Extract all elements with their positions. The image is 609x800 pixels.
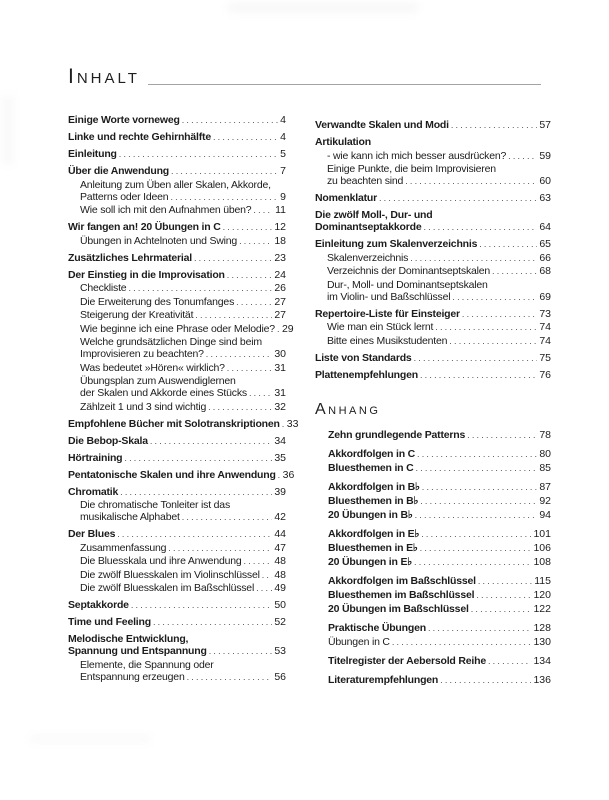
toc-entry: [68, 659, 286, 683]
toc-entry-page: 23: [274, 251, 286, 264]
toc-entry-label: Bluesthemen in B♭: [328, 494, 419, 507]
toc-entry-page: 66: [539, 251, 551, 264]
toc-entry: [68, 179, 286, 203]
dot-leader: [171, 166, 278, 176]
dot-leader: [479, 239, 537, 249]
toc-entry: [315, 136, 551, 148]
dot-leader: [392, 637, 532, 647]
dot-leader: [249, 388, 272, 398]
toc-entry-page: 101: [533, 527, 551, 540]
toc-entry-page: 44: [274, 528, 286, 540]
toc-entry-page: 76: [539, 368, 551, 381]
toc-entry-page: 122: [533, 602, 551, 615]
dot-leader: [282, 419, 285, 429]
toc-entry-label: Dominantseptakkorde: [315, 221, 422, 233]
toc-entry-label: Zusammenfassung: [80, 541, 167, 554]
toc-entry-label: Die Bluesskala und ihre Anwendung: [80, 555, 242, 567]
toc-entry: [328, 495, 551, 507]
toc-entry-page: 18: [274, 234, 286, 247]
toc-entry-page: 34: [274, 434, 286, 447]
dot-leader: [415, 510, 538, 520]
toc-entry-page: 94: [539, 508, 551, 521]
toc-entry-page: 47: [274, 541, 286, 554]
toc-entry-page: 50: [274, 599, 286, 611]
toc-entry: [328, 589, 551, 601]
toc-entry-page: 7: [280, 165, 286, 177]
toc-entry-label: Zehn grundlegende Patterns: [328, 428, 466, 441]
toc-entry-label: Bluesthemen in C: [328, 461, 414, 474]
toc-page: [68, 66, 551, 686]
dot-leader: [244, 556, 273, 566]
toc-entry: [315, 252, 551, 264]
toc-entry: [68, 252, 286, 264]
toc-entry-page: 73: [539, 307, 551, 320]
toc-entry-label: Akkordfolgen in B♭: [328, 480, 420, 493]
toc-entry: [68, 616, 286, 628]
toc-entry-page: 36: [282, 468, 295, 481]
toc-entry-label: Skalenverzeichnis: [327, 251, 409, 264]
dot-leader: [131, 600, 272, 610]
toc-entry-label: Anleitung zum Üben aller Skalen, Akkorde,: [80, 178, 271, 191]
toc-entry: [328, 509, 551, 521]
toc-entry-page: 27: [274, 309, 286, 321]
dot-leader: [119, 149, 278, 159]
dot-leader: [206, 349, 273, 359]
toc-entry-label: Titelregister der Aebersold Reihe: [328, 654, 486, 667]
toc-entry-page: 128: [533, 621, 551, 634]
title-rule: [148, 84, 541, 85]
toc-entry: [68, 114, 286, 126]
dot-leader: [449, 336, 537, 346]
toc-entry-label: Elemente, die Spannung oder: [80, 658, 214, 671]
dot-leader: [462, 309, 537, 319]
toc-entry: [328, 556, 551, 568]
toc-entry-label: Verwandte Skalen und Modi: [315, 119, 449, 131]
toc-entry-label: Plattenempfehlungen: [315, 368, 418, 381]
toc-entry-page: 92: [539, 494, 551, 507]
toc-entry-label: musikalische Alphabet: [80, 511, 180, 523]
toc-columns: [68, 114, 551, 686]
toc-entry-label: Bitte eines Musikstudenten: [327, 334, 448, 347]
toc-entry-label: Zählzeit 1 und 3 sind wichtig: [80, 400, 207, 413]
toc-entry-page: 57: [539, 119, 551, 131]
dot-leader: [227, 270, 273, 280]
toc-entry-label: Praktische Übungen: [328, 621, 426, 634]
toc-entry-page: 74: [539, 334, 551, 347]
dot-leader: [227, 363, 273, 373]
dot-leader: [223, 222, 273, 232]
toc-entry-label: Liste von Standards: [315, 351, 412, 364]
toc-entry-page: 4: [280, 131, 286, 143]
toc-entry: [328, 462, 551, 474]
toc-entry: [328, 622, 551, 634]
toc-entry: [315, 308, 551, 320]
toc-entry-page: 68: [539, 265, 551, 277]
toc-entry-label: Wie beginne ich eine Phrase oder Melodie?: [80, 322, 275, 335]
toc-entry-label: Nomenklatur: [315, 192, 377, 204]
toc-entry: [68, 336, 286, 360]
toc-entry: [68, 148, 286, 160]
toc-entry-label: Literaturempfehlungen: [328, 673, 439, 686]
toc-entry: [315, 369, 551, 381]
toc-entry-label: Die Erweiterung des Tonumfanges: [80, 295, 235, 308]
toc-entry-label: 20 Übungen im Baßschlüssel: [328, 602, 469, 615]
toc-entry-label: Spannung und Entspannung: [68, 645, 207, 657]
toc-entry-label: Die chromatische Tonleiter ist das: [80, 499, 230, 511]
dot-leader: [488, 656, 532, 666]
dot-leader: [213, 132, 278, 142]
toc-entry: [68, 401, 286, 413]
dot-leader: [195, 310, 272, 320]
toc-entry: [68, 542, 286, 554]
toc-entry: [68, 375, 286, 399]
toc-entry: [315, 163, 551, 187]
dot-leader: [478, 576, 532, 586]
toc-entry-page: 108: [533, 555, 551, 568]
toc-entry: [68, 468, 295, 481]
dot-leader: [182, 512, 273, 522]
toc-entry-page: 12: [274, 221, 286, 233]
dot-leader: [150, 436, 272, 446]
toc-entry-label: der Skalen und Akkorde eines Stücks: [80, 387, 247, 399]
toc-entry: [68, 633, 286, 657]
dot-leader: [420, 370, 537, 380]
toc-entry-label: Der Einstieg in die Improvisation: [68, 268, 225, 281]
toc-entry-page: 60: [539, 175, 551, 187]
toc-entry: [68, 528, 286, 540]
toc-entry-label: Pentatonische Skalen und ihre Anwendung: [68, 468, 276, 481]
toc-entry: [68, 499, 286, 523]
toc-entry: [315, 209, 551, 233]
toc-entry-label: Welche grundsätzlichen Dinge sind beim: [80, 336, 262, 348]
toc-entry: [68, 131, 286, 143]
toc-entry-label: Dur-, Moll- und Dominantseptskalen: [327, 278, 488, 291]
toc-entry-page: 75: [539, 351, 551, 364]
toc-entry-page: 24: [274, 268, 286, 281]
dot-leader: [414, 353, 538, 363]
toc-entry: [68, 322, 294, 335]
toc-entry-label: Die zwölf Moll-, Dur- und: [315, 209, 433, 221]
toc-entry-label: Der Blues: [68, 528, 116, 540]
dot-leader: [153, 617, 272, 627]
toc-entry: [315, 238, 551, 250]
toc-entry-page: 48: [274, 555, 286, 567]
toc-entry: [68, 204, 286, 216]
toc-entry-page: 87: [539, 480, 551, 493]
toc-entry: [328, 575, 551, 587]
toc-entry-label: Linke und rechte Gehirnhälfte: [68, 131, 211, 143]
toc-entry-label: Hörtraining: [68, 451, 123, 464]
toc-entry-label: Über die Anwendung: [68, 165, 170, 177]
toc-entry: [315, 150, 551, 162]
toc-entry-page: 26: [274, 282, 286, 294]
toc-entry: [315, 119, 551, 131]
toc-entry: [315, 192, 551, 204]
toc-entry: [68, 362, 286, 374]
toc-entry-label: Patterns oder Ideen: [80, 190, 169, 203]
toc-entry-label: Wie man ein Stück lernt: [327, 321, 434, 333]
toc-entry-label: Repertoire-Liste für Einsteiger: [315, 307, 460, 320]
dot-leader: [423, 222, 537, 232]
toc-entry-page: 63: [539, 192, 551, 204]
toc-entry: [68, 452, 286, 464]
scan-artifact: [30, 735, 150, 743]
toc-entry-page: 4: [280, 114, 286, 126]
right-column: [315, 114, 551, 686]
dot-leader: [452, 292, 537, 302]
toc-entry: [328, 603, 551, 615]
dot-leader: [209, 646, 273, 656]
toc-entry: [328, 528, 551, 540]
toc-entry-label: Die zwölf Bluesskalen im Baßschlüssel: [80, 582, 255, 594]
dot-leader: [435, 322, 537, 332]
toc-entry-page: 31: [274, 387, 286, 399]
dot-leader: [476, 590, 531, 600]
toc-entry-label: Bluesthemen in E♭: [328, 541, 418, 554]
toc-entry-label: Übungen in Achtelnoten und Swing: [80, 234, 238, 247]
dot-leader: [194, 253, 272, 263]
toc-entry-label: im Violin- und Baßschlüssel: [327, 290, 451, 303]
toc-entry-page: 29: [281, 322, 294, 335]
toc-entry-label: Übungen in C: [328, 635, 390, 648]
dot-leader: [492, 266, 537, 276]
scan-artifact: [2, 95, 14, 165]
toc-entry: [315, 335, 551, 347]
dot-leader: [253, 205, 273, 215]
dot-leader: [277, 324, 280, 334]
toc-entry: [68, 282, 286, 294]
toc-entry-page: 27: [274, 295, 286, 308]
toc-entry: [68, 235, 286, 247]
toc-entry-page: 30: [274, 348, 286, 360]
dot-leader: [417, 449, 537, 459]
anhang-section: [315, 429, 551, 686]
dot-leader: [420, 543, 532, 553]
dot-leader: [471, 604, 532, 614]
dot-leader: [262, 570, 273, 580]
toc-entry-page: 85: [539, 461, 551, 474]
dot-leader: [256, 583, 272, 593]
dot-leader: [236, 297, 272, 307]
toc-entry: [68, 599, 286, 611]
toc-entry: [68, 221, 286, 233]
toc-entry: [328, 448, 551, 460]
dot-leader: [379, 193, 537, 203]
toc-entry-label: 20 Übungen in E♭: [328, 555, 413, 568]
toc-entry-page: 9: [280, 190, 286, 203]
dot-leader: [168, 543, 272, 553]
toc-entry-page: 32: [274, 400, 286, 413]
toc-entry-page: 33: [286, 417, 299, 430]
toc-entry-page: 35: [274, 451, 286, 464]
dot-leader: [182, 115, 278, 125]
page-title: Inhalt: [68, 65, 140, 88]
toc-entry-label: Melodische Entwicklung,: [68, 633, 189, 645]
toc-entry-label: Was bedeutet »Hören« wirklich?: [80, 361, 225, 374]
toc-entry-page: 64: [539, 221, 551, 233]
toc-entry-label: Einige Punkte, die beim Improvisieren: [327, 163, 496, 175]
left-column: [68, 114, 299, 686]
toc-entry-label: 20 Übungen in B♭: [328, 508, 413, 521]
toc-entry-label: Einleitung zum Skalenverzeichnis: [315, 238, 478, 250]
toc-entry-label: Wir fangen an! 20 Übungen in C: [68, 221, 221, 233]
toc-entry-page: 78: [539, 428, 551, 441]
toc-entry-page: 53: [274, 645, 286, 657]
toc-entry-label: Die Bebop-Skala: [68, 434, 148, 447]
scan-artifact: [228, 3, 418, 12]
toc-entry: [328, 655, 551, 667]
toc-entry-page: 115: [534, 574, 551, 587]
dot-leader: [415, 463, 537, 473]
toc-entry-page: 69: [539, 290, 551, 303]
toc-entry-label: Verzeichnis der Dominantseptskalen: [327, 265, 491, 277]
toc-entry-label: Einleitung: [68, 148, 117, 160]
toc-entry-label: Steigerung der Kreativität: [80, 309, 194, 321]
toc-entry: [315, 321, 551, 333]
toc-entry-label: Chromatik: [68, 485, 119, 498]
dot-leader: [128, 283, 272, 293]
toc-entry-label: Übungsplan zum Auswendiglernen: [80, 375, 236, 387]
toc-entry-page: 42: [274, 511, 286, 523]
toc-entry-page: 80: [539, 447, 551, 460]
toc-entry: [315, 265, 551, 277]
toc-entry-label: Improvisieren zu beachten?: [80, 348, 204, 360]
dot-leader: [278, 470, 281, 480]
right-column-main: [315, 119, 551, 381]
dot-leader: [421, 529, 531, 539]
toc-entry-label: Time und Feeling: [68, 616, 151, 628]
toc-entry-label: Akkordfolgen in E♭: [328, 527, 420, 540]
toc-entry-label: - wie kann ich mich besser ausdrücken?: [327, 149, 507, 162]
toc-entry: [68, 486, 286, 498]
toc-entry-page: 130: [533, 635, 551, 648]
dot-leader: [405, 176, 537, 186]
dot-leader: [124, 453, 272, 463]
toc-entry-label: Akkordfolgen im Baßschlüssel: [328, 574, 476, 587]
toc-entry-label: Die zwölf Bluesskalen im Violinschlüssel: [80, 568, 260, 581]
toc-entry: [328, 481, 551, 493]
toc-entry-page: 74: [539, 321, 551, 333]
toc-entry-page: 136: [533, 673, 551, 686]
toc-entry-page: 120: [533, 588, 551, 601]
page-header: [68, 66, 551, 87]
toc-entry: [328, 674, 551, 686]
dot-leader: [208, 402, 272, 412]
toc-entry: [68, 296, 286, 308]
toc-entry: [68, 309, 286, 321]
dot-leader: [451, 120, 537, 130]
toc-entry: [68, 165, 286, 177]
toc-entry-label: Akkordfolgen in C: [328, 447, 416, 460]
toc-entry-label: zu beachten sind: [327, 175, 404, 187]
dot-leader: [422, 482, 538, 492]
toc-entry-label: Septakkorde: [68, 599, 129, 611]
toc-entry-label: Einige Worte vorneweg: [68, 114, 180, 126]
dot-leader: [117, 529, 272, 539]
toc-entry-page: 11: [275, 204, 286, 216]
toc-entry-page: 106: [533, 541, 551, 554]
dot-leader: [120, 487, 272, 497]
toc-entry: [68, 569, 286, 581]
toc-entry-page: 5: [280, 148, 286, 160]
dot-leader: [239, 236, 272, 246]
toc-entry-label: Bluesthemen im Baßschlüssel: [328, 588, 475, 601]
dot-leader: [187, 672, 273, 682]
toc-entry-page: 48: [274, 568, 286, 581]
dot-leader: [428, 623, 532, 633]
toc-entry: [315, 279, 551, 303]
toc-entry: [315, 352, 551, 364]
toc-entry: [328, 542, 551, 554]
toc-entry-label: Checkliste: [80, 282, 127, 294]
toc-entry: [68, 555, 286, 567]
dot-leader: [467, 430, 537, 440]
anhang-heading: Anhang: [315, 400, 381, 418]
toc-entry-page: 65: [539, 238, 551, 250]
toc-entry: [68, 269, 286, 281]
toc-entry: [328, 429, 551, 441]
dot-leader: [414, 557, 531, 567]
toc-entry-page: 56: [274, 670, 286, 683]
toc-entry-label: Artikulation: [315, 136, 371, 148]
toc-entry-page: 49: [274, 582, 286, 594]
toc-entry-label: Zusätzliches Lehrmaterial: [68, 251, 192, 264]
toc-entry-label: Wie soll ich mit den Aufnahmen üben?: [80, 204, 252, 216]
dot-leader: [440, 675, 531, 685]
dot-leader: [420, 496, 537, 506]
toc-entry-page: 59: [539, 149, 551, 162]
toc-entry-page: 39: [274, 485, 286, 498]
toc-entry-page: 31: [274, 361, 286, 374]
dot-leader: [170, 192, 278, 202]
toc-entry: [328, 636, 551, 648]
toc-entry-page: 134: [533, 654, 551, 667]
dot-leader: [410, 253, 537, 263]
toc-entry: [68, 417, 299, 430]
toc-entry-label: Entspannung erzeugen: [80, 670, 185, 683]
toc-entry-label: Empfohlene Bücher mit Solotranskriptionen: [68, 417, 280, 430]
toc-entry: [68, 582, 286, 594]
toc-entry: [68, 435, 286, 447]
toc-entry-page: 52: [274, 616, 286, 628]
dot-leader: [508, 151, 537, 161]
